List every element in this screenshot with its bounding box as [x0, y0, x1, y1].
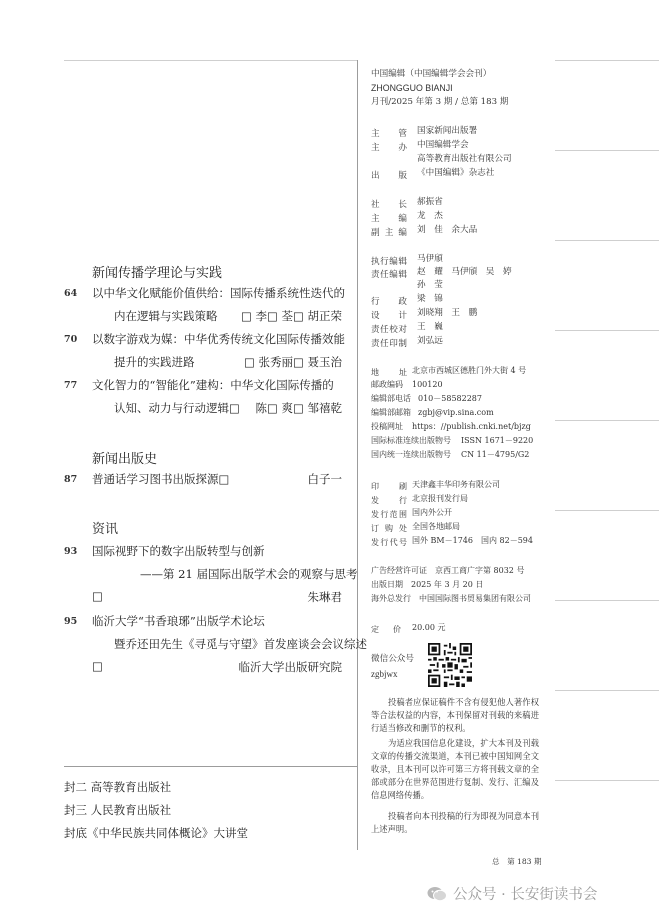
contact-label: 编辑部邮箱	[371, 408, 411, 417]
section-title: 资讯	[92, 522, 119, 537]
entry-title-line: □	[92, 589, 103, 603]
entry-authors: 白子一	[307, 472, 342, 486]
contact-label: 国际标准连续出版物号	[371, 436, 451, 445]
entry-page-number: 87	[64, 474, 78, 485]
leader-value: 刘 佳 余大品	[417, 225, 478, 235]
contact-label: 投稿网址	[371, 422, 403, 431]
margin-rule	[555, 600, 659, 601]
editor-value: 马伊頎	[417, 254, 443, 264]
dist-label: 印 刷	[371, 482, 407, 491]
entry-page-number: 70	[64, 334, 78, 345]
margin-rule	[555, 150, 659, 151]
leader-value: 郝振省	[417, 197, 443, 207]
cn-value: CN 11－4795/G2	[461, 450, 530, 459]
copyright-note: 投稿者向本刊投稿的行为即视为同意本刊上述声明。	[371, 811, 539, 834]
margin-rule	[555, 780, 659, 781]
wechat-qr-code-icon[interactable]	[428, 643, 472, 687]
editor-value: 刘弘远	[417, 336, 443, 346]
dist-value: 天津鑫丰华印务有限公司	[412, 480, 500, 489]
entry-title-line[interactable]: 以中华文化赋能价值供给：国际传播系统性迭代的	[92, 286, 345, 300]
price-value: 20.00 元	[412, 623, 446, 632]
wechat-icon	[427, 886, 447, 902]
entry-title-line[interactable]: 临沂大学“书香琅琊”出版学术论坛	[92, 614, 265, 628]
entry-authors: 陈□ 爽□ 邹禧乾	[255, 401, 342, 415]
org-label: 主 办	[371, 143, 407, 153]
contact-value: 北京市西城区德胜门外大街 4 号	[412, 366, 527, 375]
entry-title-line[interactable]: 以数字游戏为媒：中华优秀传统文化国际传播效能	[92, 332, 345, 346]
dist-label: 发行代号	[371, 538, 407, 547]
contact-label: 邮政编码	[371, 380, 403, 389]
contact-label: 编辑部电话	[371, 394, 411, 403]
copyright-note: 投稿者应保证稿件不含有侵犯他人著作权等合法权益的内容，本刊保留对刊载的来稿进行适当修改和删节的权利。	[371, 697, 539, 733]
org-value: 中国编辑学会	[417, 140, 469, 150]
editor-value: 赵 耀 马伊頎 吴 婷	[417, 267, 512, 277]
org-label: 出 版	[371, 171, 407, 181]
issn-value: ISSN 1671－9220	[461, 436, 534, 445]
editor-label: 设 计	[371, 311, 407, 321]
editor-label: 责任印制	[371, 339, 407, 349]
entry-title-line[interactable]: 暨乔还田先生《寻觅与守望》首发座谈会会议综述	[114, 637, 367, 651]
watermark-text: 公众号 · 长安街读书会	[453, 887, 598, 903]
dist-value: 国内外公开	[412, 508, 452, 517]
dist-label: 订 购 处	[371, 524, 407, 533]
phone-value: 010－58582287	[418, 394, 482, 403]
editor-value: 王 巍	[417, 322, 443, 332]
editor-label: 责任校对	[371, 325, 407, 335]
entry-title-line[interactable]: 内在逻辑与实践策略	[114, 309, 218, 323]
column-divider	[357, 60, 358, 850]
dist-value: 北京报刊发行局	[412, 494, 468, 503]
copyright-note: 为适应我国信息化建设，扩大本刊及刊载文章的传播交流渠道，本刊已被中国知网全文收录，且本刊可以许可第三方将刊载文章的全部或部分在世界范围进行复制、发行、汇编及信息网络传播。	[371, 738, 539, 800]
top-rule-left	[64, 60, 357, 61]
editor-label: 行 政	[371, 297, 407, 307]
section-title: 新闻传播学理论与实践	[92, 266, 223, 281]
cover-item: 封三 人民教育出版社	[64, 803, 172, 817]
org-value: 国家新闻出版署	[417, 126, 478, 136]
entry-title-line[interactable]: 普通话学习图书出版探源□	[92, 472, 230, 486]
margin-rule	[555, 330, 659, 331]
org-value: 高等教育出版社有限公司	[417, 154, 512, 164]
contact-value: 100120	[412, 380, 443, 389]
entry-authors: □ 李□ 荃□ 胡正荣	[240, 309, 342, 323]
entry-authors: 临沂大学出版研究院	[238, 660, 342, 674]
license-line: 海外总发行 中国国际图书贸易集团有限公司	[371, 594, 531, 603]
margin-rule	[555, 240, 659, 241]
margin-rule	[555, 420, 659, 421]
submission-url[interactable]: https：//publish.cnki.net/bjzg	[412, 422, 531, 431]
entry-page-number: 95	[64, 616, 78, 627]
leader-label: 社 长	[371, 200, 407, 210]
issue-info: 月刊/2025 年第 3 期 / 总第 183 期	[371, 97, 509, 107]
cover-divider	[64, 766, 357, 767]
top-rule-right	[555, 60, 659, 61]
entry-page-number: 77	[64, 380, 78, 391]
entry-title-line[interactable]: 认知、动力与行动逻辑□	[114, 401, 240, 415]
entry-title-line[interactable]: 文化智力的“智能化”建构：中华文化国际传播的	[92, 378, 334, 392]
journal-pinyin: ZHONGGUO BIANJI	[371, 83, 453, 93]
entry-title-line[interactable]: 国际视野下的数字出版转型与创新	[92, 544, 265, 558]
license-line: 出版日期 2025 年 3 月 20 日	[371, 580, 484, 589]
leader-label: 主 编	[371, 214, 407, 224]
entry-title-line[interactable]: 提升的实践进路	[114, 355, 195, 369]
watermark	[427, 883, 597, 904]
total-issue-number: 183 期	[517, 857, 542, 866]
entry-page-number: 93	[64, 546, 78, 557]
editor-label: 执行编辑	[371, 257, 407, 267]
entry-page-number: 64	[64, 288, 78, 299]
contact-label: 地 址	[371, 368, 407, 377]
entry-authors: 朱琳君	[307, 590, 342, 604]
editor-label: 责任编辑	[371, 270, 407, 280]
editor-value: 孙 莹	[417, 280, 443, 290]
total-issue-label: 总 第	[492, 857, 515, 866]
email-value[interactable]: zgbj@vip.sina.com	[418, 408, 494, 417]
license-line: 广告经营许可证 京西工商广字第 8032 号	[371, 566, 525, 575]
leader-label: 副主编	[371, 228, 407, 238]
org-label: 主 管	[371, 129, 407, 139]
wechat-id: zgbjwx	[371, 669, 398, 679]
entry-title-line[interactable]: ——第 21 届国际出版学术会的观察与思考	[140, 567, 358, 581]
margin-rule	[555, 690, 659, 691]
section-title: 新闻出版史	[92, 452, 158, 467]
journal-title: 中国编辑（中国编辑学会会刊）	[371, 69, 492, 79]
contact-label: 国内统一连续出版物号	[371, 450, 451, 459]
margin-rule	[555, 510, 659, 511]
price-label: 定 价	[371, 625, 401, 634]
leader-value: 龙 杰	[417, 211, 443, 221]
dist-value: 国外 BM－1746 国内 82－594	[412, 536, 533, 545]
wechat-label: 微信公众号	[371, 654, 414, 664]
cover-item: 封二 高等教育出版社	[64, 780, 172, 794]
cover-item: 封底《中华民族共同体概论》大讲堂	[64, 826, 248, 840]
entry-authors: □ 张秀丽□ 聂玉治	[243, 355, 342, 369]
dist-label: 发行范围	[371, 510, 407, 519]
dist-label: 发 行	[371, 496, 407, 505]
dist-value: 全国各地邮局	[412, 522, 460, 531]
editor-value: 梁 锦	[417, 294, 443, 304]
editor-value: 刘晓翔 王 鹏	[417, 308, 478, 318]
org-value: 《中国编辑》杂志社	[417, 168, 495, 178]
entry-title-line: □	[92, 659, 103, 673]
